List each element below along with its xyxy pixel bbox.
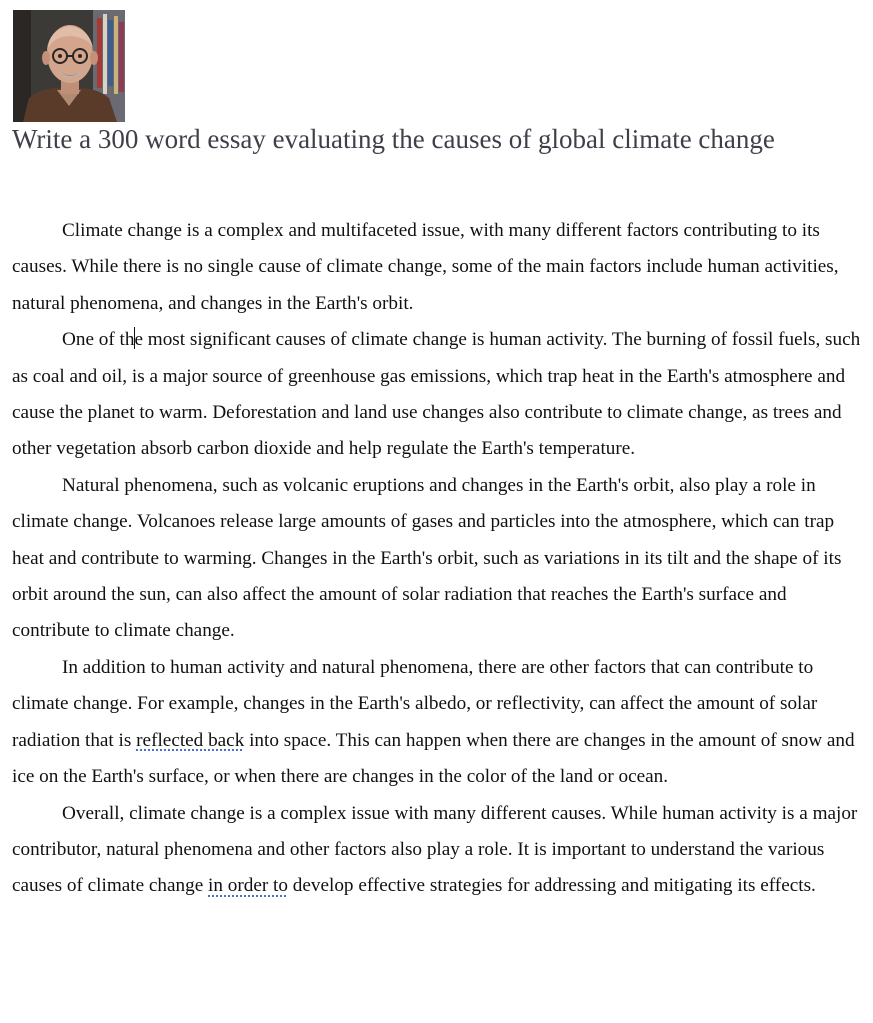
paragraph-text: In addition to human activity and natural phenomena, there are other factors that can contribute to climate change. For example, changes in the Earth's albedo, or reflectivity, can affect the amount of solar radiation that is xyxy=(12,656,818,751)
grammar-flag[interactable]: in order to xyxy=(208,875,288,897)
essay-paragraph: Natural phenomena, such as volcanic eruptions and changes in the Earth's orbit, also play a role in climate change. Volcanoes release large amounts of gases and particles into the atmosphere, which can trap heat and contribute to warming. Changes in the Earth's orbit, such as variations in its tilt and the shape of its orbit around the sun, can also affect the amount of solar radiation that reaches the Earth's surface and contribute to climate change. xyxy=(12,474,842,642)
essay-body[interactable] xyxy=(12,213,862,905)
essay-paragraph xyxy=(12,322,862,468)
author-photo-icon xyxy=(13,10,125,122)
paragraph-text: e most significant causes of climate change is human activity. The burning of fossil fuels, such as coal and oil, is a major source of greenhouse gas emissions, which trap heat in the Earth's atmosphere and cause the planet to warm. Deforestation and land use changes also contribute to climate change, as trees and other vegetation absorb carbon dioxide and help regulate the Earth's temperature. xyxy=(12,329,861,460)
author-photo xyxy=(13,10,125,122)
grammar-flag[interactable]: reflected back xyxy=(136,729,245,751)
paragraph-text: One of th xyxy=(62,329,135,351)
paragraph-text: develop effective strategies for addressing and mitigating its effects. xyxy=(287,875,816,897)
essay-paragraph xyxy=(12,650,862,796)
paragraph-text: into space. This can happen when there are changes in the amount of snow and ice on the Earth's surface, or when there are changes in the color of the land or ocean. xyxy=(12,729,855,788)
essay-paragraph xyxy=(12,796,862,905)
paragraph-text: Overall, climate change is a complex issue with many different causes. While human activity is a major contributor, natural phenomena and other factors also play a role. It is important to understand the various causes of climate change xyxy=(12,802,858,897)
essay-paragraph: Climate change is a complex and multifaceted issue, with many different factors contributing to its causes. While there is no single cause of climate change, some of the main factors include human activities, natural phenomena, and changes in the Earth's orbit. xyxy=(12,220,839,314)
page-title: Write a 300 word essay evaluating the causes of global climate change xyxy=(12,124,775,154)
